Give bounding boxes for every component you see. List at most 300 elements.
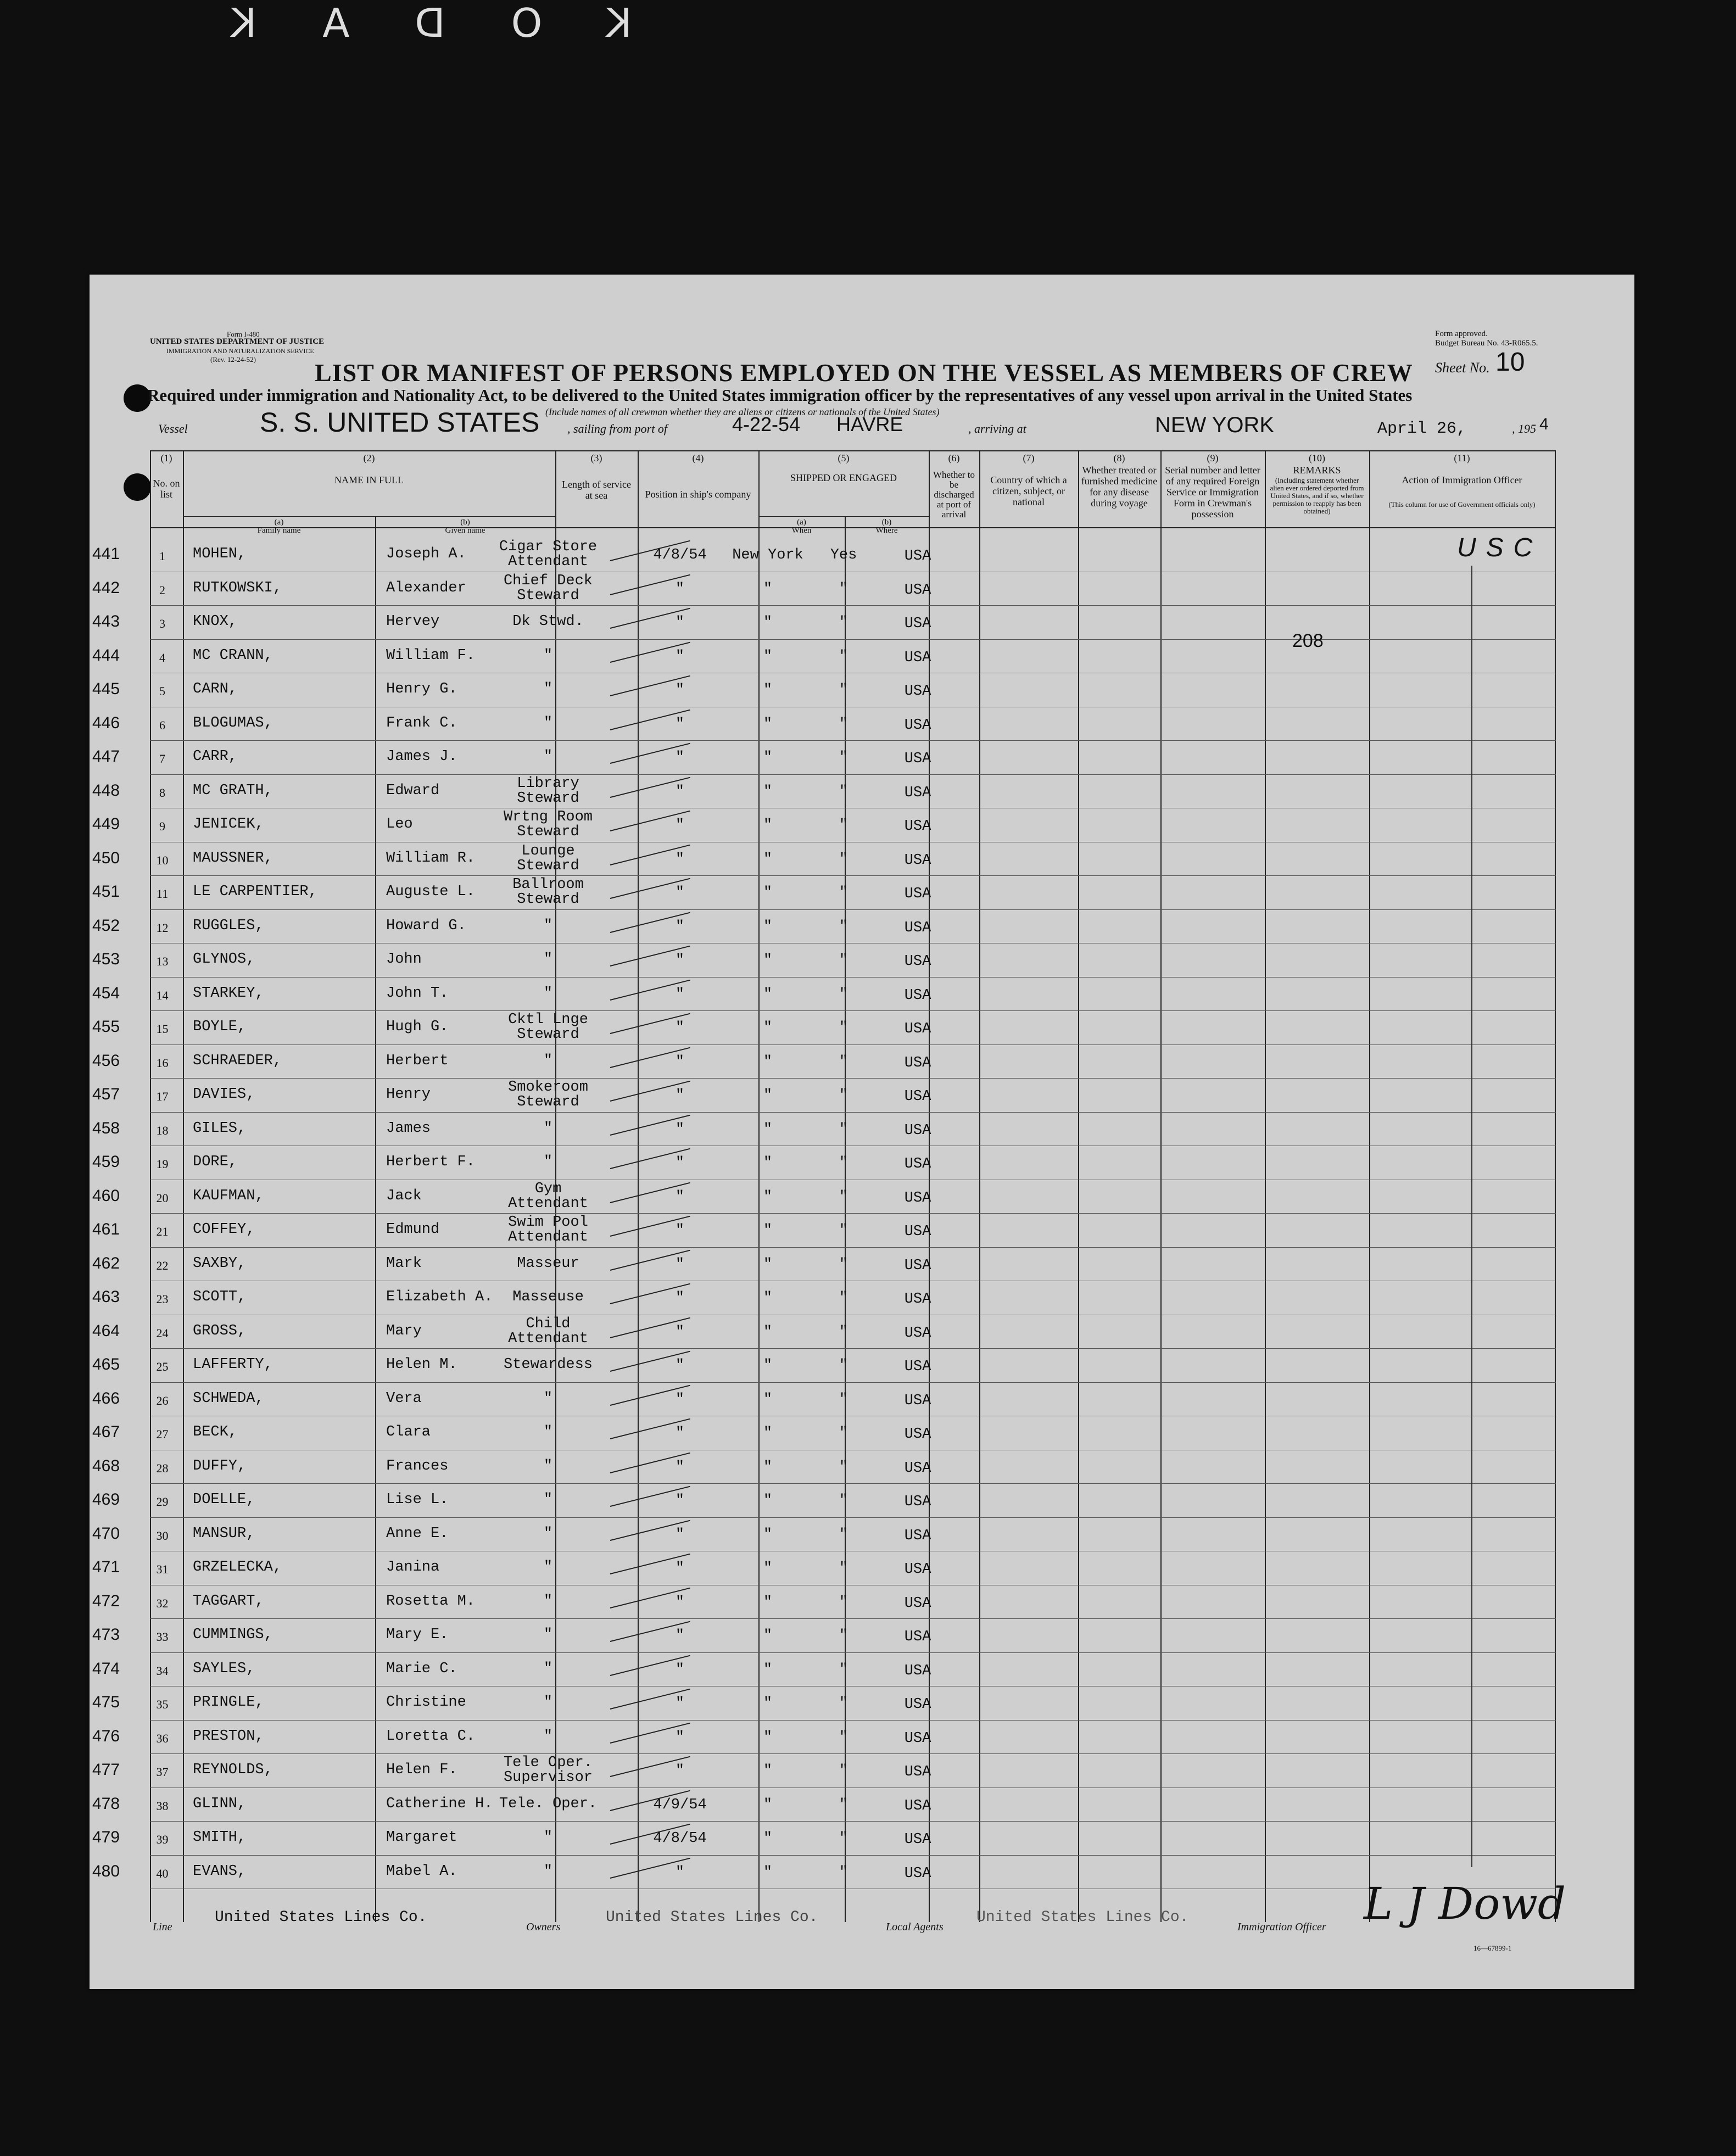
shipped-when: "	[675, 817, 685, 834]
shipped-when: "	[675, 1560, 685, 1577]
given-name: Lise L.	[386, 1492, 449, 1508]
shipped-where: "	[763, 1560, 773, 1577]
shipped-where: "	[763, 1188, 773, 1205]
country: USA	[904, 1730, 931, 1747]
country: USA	[904, 1696, 931, 1713]
shipped-where: "	[763, 1594, 773, 1611]
handwritten-number: 455	[92, 1018, 120, 1036]
shipped-where: "	[763, 648, 773, 665]
given-name: Clara	[386, 1424, 431, 1440]
position: Swim Pool Attendant	[508, 1214, 588, 1245]
position: "	[543, 714, 553, 731]
position: Stewardess	[503, 1356, 593, 1373]
given-name: Herbert F.	[386, 1154, 476, 1170]
shipped-where: "	[763, 1256, 773, 1273]
col-number: (1)	[160, 453, 172, 463]
given-name: James J.	[386, 749, 457, 765]
line-number: 35	[156, 1697, 169, 1711]
family-name: TAGGART,	[193, 1593, 264, 1610]
position: Tele. Oper.	[499, 1795, 598, 1812]
discharged: "	[839, 648, 849, 665]
col-number: (2)	[363, 453, 375, 463]
given-name: Jack	[386, 1187, 422, 1204]
col-head-action-note: (This column for use of Government officials only)	[1388, 500, 1536, 509]
country: USA	[904, 818, 931, 835]
handwritten-number: 445	[92, 680, 120, 698]
line-number: 5	[159, 684, 165, 698]
handwritten-number: 460	[92, 1186, 120, 1205]
manifest-sheet	[90, 275, 1634, 1989]
family-name: MOHEN,	[193, 546, 247, 562]
handwritten-number: 464	[92, 1321, 120, 1340]
given-name: Mark	[386, 1255, 422, 1272]
discharged: "	[839, 1121, 849, 1138]
family-name: RUGGLES,	[193, 917, 264, 934]
agents-label: Local Agents	[886, 1921, 944, 1933]
discharged: "	[839, 986, 849, 1003]
country: USA	[904, 1797, 931, 1814]
country: USA	[904, 852, 931, 869]
discharged: "	[839, 952, 849, 969]
country: USA	[904, 1088, 931, 1105]
position: "	[543, 1492, 553, 1508]
discharged: "	[839, 885, 849, 901]
shipped-where: "	[763, 1323, 773, 1340]
handwritten-number: 471	[92, 1558, 120, 1576]
shipped-when: "	[675, 750, 685, 766]
family-name: MAUSSNER,	[193, 850, 273, 867]
col-number: (5)	[838, 453, 850, 463]
handwritten-number: 473	[92, 1626, 120, 1644]
handwritten-number: 447	[92, 747, 120, 766]
line-value: United States Lines Co.	[215, 1909, 427, 1926]
handwritten-number: 450	[92, 848, 120, 867]
position: "	[543, 749, 553, 765]
family-name: KAUFMAN,	[193, 1187, 264, 1204]
line-number: 36	[156, 1731, 169, 1745]
shipped-where: New York	[732, 547, 803, 563]
col-head-family: (a) Family name	[257, 518, 301, 535]
country: USA	[904, 1629, 931, 1645]
shipped-when: "	[675, 580, 685, 597]
handwritten-number: 452	[92, 916, 120, 935]
discharged: "	[839, 1493, 849, 1509]
discharged: "	[839, 1290, 849, 1306]
country: USA	[904, 919, 931, 936]
handwritten-number: 463	[92, 1288, 120, 1306]
shipped-when: "	[675, 851, 685, 868]
col-head-name: NAME IN FULL	[334, 474, 404, 485]
form-approval: Form approved.	[1435, 329, 1488, 338]
shipped-when: "	[675, 952, 685, 969]
handwritten-number: 465	[92, 1355, 120, 1373]
country: USA	[904, 649, 931, 666]
table-row	[92, 1349, 1556, 1383]
shipped-where: "	[763, 1695, 773, 1712]
given-name: Mabel A.	[386, 1863, 457, 1880]
line-number: 38	[156, 1798, 169, 1813]
line-number: 17	[156, 1090, 169, 1103]
line-number: 22	[156, 1258, 169, 1272]
line-number: 14	[156, 988, 169, 1002]
line-number: 15	[156, 1022, 169, 1036]
crew-table	[92, 450, 1556, 1922]
table-row	[92, 741, 1556, 775]
col-number: (6)	[948, 453, 960, 463]
position: "	[543, 951, 553, 968]
discharged: "	[839, 1425, 849, 1442]
family-name: SAYLES,	[193, 1660, 255, 1677]
country: USA	[904, 886, 931, 902]
line-number: 19	[156, 1157, 169, 1171]
discharged: "	[839, 1594, 849, 1611]
shipped-where: "	[763, 952, 773, 969]
position: Ballroom Steward	[512, 876, 584, 908]
name-subheader-rule	[183, 516, 555, 517]
discharged: "	[839, 682, 849, 699]
position: Lounge Steward	[517, 842, 579, 874]
shipped-when: "	[675, 1053, 685, 1070]
family-name: GRZELECKA,	[193, 1559, 282, 1576]
country: USA	[904, 784, 931, 801]
line-number: 12	[156, 920, 169, 935]
discharged: "	[839, 1729, 849, 1746]
form-instruction: (Include names of all crewman whether they are aliens or citizens or nationals of the United States)	[545, 406, 940, 417]
shipped-when: "	[675, 1222, 685, 1239]
country: USA	[904, 1156, 931, 1172]
shipped-where: "	[763, 918, 773, 935]
given-name: Herbert	[386, 1052, 449, 1069]
country: USA	[904, 953, 931, 970]
discharged: Yes	[830, 547, 857, 563]
year-label: , 195	[1512, 422, 1536, 435]
given-name: Mary	[386, 1322, 422, 1339]
discharged: "	[839, 918, 849, 935]
shipped-when: "	[675, 1425, 685, 1442]
given-name: Henry	[386, 1086, 431, 1103]
given-name: Leo	[386, 816, 413, 833]
handwritten-number: 478	[92, 1794, 120, 1813]
discharged: "	[839, 716, 849, 733]
col-head-position: Position in ship's company	[645, 489, 751, 500]
service: IMMIGRATION AND NATURALIZATION SERVICE	[166, 347, 314, 355]
col-head-remarks-note: (Including statement whether alien ever ordered deported from United States, and if so, whether permission to reapply has been obtained)	[1270, 476, 1364, 515]
discharged: "	[839, 1188, 849, 1205]
col-head-when: (a) When	[791, 518, 812, 535]
line-number: 31	[156, 1562, 169, 1576]
handwritten-number: 468	[92, 1456, 120, 1475]
given-name: Helen F.	[386, 1762, 457, 1778]
country: USA	[904, 1460, 931, 1477]
position: "	[543, 1525, 553, 1542]
family-name: LE CARPENTIER,	[193, 884, 317, 900]
shipped-when: "	[675, 1864, 685, 1881]
shipped-where: "	[763, 750, 773, 766]
handwritten-number: 472	[92, 1591, 120, 1610]
shipped-when: "	[675, 1493, 685, 1509]
table-row	[92, 1180, 1556, 1214]
family-name: BECK,	[193, 1424, 238, 1440]
country: USA	[904, 987, 931, 1004]
shipped-where: "	[763, 1729, 773, 1746]
country: USA	[904, 548, 931, 565]
country: USA	[904, 1257, 931, 1274]
shipped-where: "	[763, 1526, 773, 1543]
shipped-where: "	[763, 682, 773, 699]
shipped-where: "	[763, 580, 773, 597]
shipped-when: 4/8/54	[653, 547, 707, 563]
discharged: "	[839, 1391, 849, 1408]
shipped-when: "	[675, 1695, 685, 1712]
shipped-when: "	[675, 1763, 685, 1779]
shipped-where: "	[763, 1222, 773, 1239]
family-name: LAFFERTY,	[193, 1356, 273, 1373]
action-annotation: USC	[1457, 533, 1543, 562]
handwritten-number: 448	[92, 781, 120, 800]
line-number: 28	[156, 1461, 169, 1475]
officer-label: Immigration Officer	[1237, 1921, 1326, 1933]
given-name: Edmund	[386, 1221, 440, 1238]
line-number: 8	[159, 785, 165, 800]
family-name: BLOGUMAS,	[193, 714, 273, 731]
sheet-number: 10	[1495, 348, 1525, 377]
handwritten-number: 462	[92, 1254, 120, 1272]
position: "	[543, 1863, 553, 1880]
handwritten-number: 476	[92, 1727, 120, 1745]
col-number: (10)	[1309, 453, 1325, 463]
table-top-rule	[150, 450, 1556, 451]
table-row	[92, 1484, 1556, 1518]
punch-hole	[124, 473, 151, 501]
shipped-where: "	[763, 783, 773, 800]
given-name: Loretta C.	[386, 1728, 476, 1745]
given-name: John T.	[386, 985, 449, 1002]
position: "	[543, 1728, 553, 1745]
position: Masseur	[517, 1255, 579, 1272]
line-number: 1	[159, 549, 165, 563]
handwritten-number: 457	[92, 1085, 120, 1103]
table-row	[92, 640, 1556, 674]
line-number: 26	[156, 1393, 169, 1407]
shipped-when: "	[675, 1594, 685, 1611]
table-row	[92, 1450, 1556, 1484]
table-row	[92, 910, 1556, 944]
given-name: Auguste L.	[386, 884, 476, 900]
table-row	[92, 1281, 1556, 1315]
discharged: "	[839, 1628, 849, 1644]
sailing-label: , sailing from port of	[567, 422, 667, 435]
family-name: CUMMINGS,	[193, 1627, 273, 1643]
discharged: "	[839, 1526, 849, 1543]
handwritten-number: 461	[92, 1220, 120, 1238]
country: USA	[904, 751, 931, 767]
handwritten-number: 442	[92, 578, 120, 597]
position: "	[543, 647, 553, 664]
shipped-where: "	[763, 1628, 773, 1644]
line-number: 33	[156, 1630, 169, 1644]
table-row	[92, 808, 1556, 842]
family-name: JENICEK,	[193, 816, 264, 833]
shipped-when: "	[675, 1628, 685, 1644]
family-name: MANSUR,	[193, 1525, 255, 1542]
shipped-when: "	[675, 1358, 685, 1374]
arriving-label: , arriving at	[968, 422, 1026, 435]
arrival-date: April 26,	[1377, 420, 1467, 438]
table-row	[92, 1146, 1556, 1180]
discharged: "	[839, 1222, 849, 1239]
family-name: MC CRANN,	[193, 647, 273, 664]
shipped-when: "	[675, 1256, 685, 1273]
handwritten-number: 446	[92, 713, 120, 732]
shipped-where: "	[763, 1290, 773, 1306]
position: Child Attendant	[508, 1315, 588, 1347]
line-number: 37	[156, 1765, 169, 1779]
line-number: 6	[159, 718, 165, 732]
country: USA	[904, 1021, 931, 1037]
table-row	[92, 1585, 1556, 1619]
table-row	[92, 673, 1556, 707]
handwritten-number: 467	[92, 1423, 120, 1441]
shipped-where: "	[763, 1763, 773, 1779]
shipped-where: "	[763, 1493, 773, 1509]
line-number: 40	[156, 1866, 169, 1880]
family-name: REYNOLDS,	[193, 1762, 273, 1778]
position: "	[543, 1120, 553, 1137]
given-name: Mary E.	[386, 1627, 449, 1643]
table-row	[92, 1686, 1556, 1721]
shipped-where: "	[763, 1053, 773, 1070]
shipped-when: "	[675, 1188, 685, 1205]
position: "	[543, 1390, 553, 1407]
table-row	[92, 1416, 1556, 1450]
country: USA	[904, 1291, 931, 1308]
line-number: 3	[159, 617, 165, 630]
table-row	[92, 1045, 1556, 1079]
line-number: 25	[156, 1360, 169, 1373]
col-head-medicine: Whether treated or furnished medicine for any disease during voyage	[1081, 465, 1158, 509]
given-name: Alexander	[386, 579, 466, 596]
officer-signature: L J Dowd	[1364, 1878, 1566, 1929]
table-row	[92, 842, 1556, 876]
position: Cktl Lnge Steward	[508, 1012, 588, 1043]
country: USA	[904, 1122, 931, 1139]
table-row	[92, 1315, 1556, 1349]
family-name: PRINGLE,	[193, 1694, 264, 1711]
family-name: BOYLE,	[193, 1019, 247, 1035]
handwritten-number: 466	[92, 1389, 120, 1407]
country: USA	[904, 1392, 931, 1409]
col-number: (3)	[590, 453, 602, 463]
family-name: GLYNOS,	[193, 951, 255, 968]
given-name: Marie C.	[386, 1660, 457, 1677]
country: USA	[904, 1359, 931, 1375]
table-row	[92, 572, 1556, 606]
shipped-subheader-rule	[758, 516, 929, 517]
country: USA	[904, 1325, 931, 1342]
discharged: "	[839, 1323, 849, 1340]
table-row	[92, 1383, 1556, 1417]
line-number: 10	[156, 853, 169, 867]
col-head-given: (b) Given name	[445, 518, 485, 535]
shipped-where: "	[763, 1864, 773, 1881]
shipped-when: "	[675, 1526, 685, 1543]
discharged: "	[839, 750, 849, 766]
family-name: EVANS,	[193, 1863, 247, 1880]
shipped-when: "	[675, 1087, 685, 1104]
discharged: "	[839, 1358, 849, 1374]
given-name: Margaret	[386, 1829, 457, 1846]
handwritten-number: 456	[92, 1051, 120, 1070]
table-row	[92, 1214, 1556, 1248]
discharged: "	[839, 1796, 849, 1813]
given-name: James	[386, 1120, 431, 1137]
shipped-when: "	[675, 1020, 685, 1036]
table-row	[92, 1856, 1556, 1890]
country: USA	[904, 1224, 931, 1240]
shipped-where: "	[763, 817, 773, 834]
agents-value: United States Lines Co.	[976, 1909, 1189, 1926]
shipped-where: "	[763, 851, 773, 868]
handwritten-number: 458	[92, 1119, 120, 1137]
table-row	[92, 943, 1556, 978]
shipped-where: "	[763, 1796, 773, 1813]
shipped-where: "	[763, 986, 773, 1003]
line-number: 4	[159, 650, 165, 664]
family-name: CARR,	[193, 749, 238, 765]
table-row	[92, 1788, 1556, 1822]
shipped-when: "	[675, 1661, 685, 1678]
table-row	[92, 775, 1556, 809]
discharged: "	[839, 1087, 849, 1104]
country: USA	[904, 1831, 931, 1848]
line-number: 32	[156, 1596, 169, 1610]
family-name: SCHRAEDER,	[193, 1052, 282, 1069]
col-head-action: Action of Immigration Officer	[1402, 474, 1522, 485]
country: USA	[904, 1595, 931, 1612]
handwritten-number: 441	[92, 545, 120, 563]
line-number: 24	[156, 1326, 169, 1340]
shipped-when: "	[675, 986, 685, 1003]
given-name: Anne E.	[386, 1525, 449, 1542]
position: Chief Deck Steward	[503, 572, 593, 604]
shipped-where: "	[763, 1121, 773, 1138]
discharged: "	[839, 1053, 849, 1070]
position: "	[543, 1593, 553, 1610]
handwritten-number: 475	[92, 1693, 120, 1711]
family-name: SCHWEDA,	[193, 1390, 264, 1407]
department: UNITED STATES DEPARTMENT OF JUSTICE	[150, 337, 325, 346]
line-number: 39	[156, 1833, 169, 1846]
revision: (Rev. 12-24-52)	[210, 355, 256, 364]
family-name: SMITH,	[193, 1829, 247, 1846]
discharged: "	[839, 851, 849, 868]
line-number: 16	[156, 1055, 169, 1070]
discharged: "	[839, 1560, 849, 1577]
shipped-when: "	[675, 1729, 685, 1746]
family-name: MC GRATH,	[193, 782, 273, 799]
budget-number: Budget Bureau No. 43-R065.5.	[1435, 339, 1538, 348]
discharged: "	[839, 817, 849, 834]
position: "	[543, 985, 553, 1002]
shipped-when: 4/8/54	[653, 1830, 707, 1847]
shipped-when: "	[675, 885, 685, 901]
line-number: 23	[156, 1292, 169, 1306]
line-number: 30	[156, 1528, 169, 1543]
given-name: Helen M.	[386, 1356, 457, 1373]
table-row	[92, 1653, 1556, 1687]
given-name: Vera	[386, 1390, 422, 1407]
discharged: "	[839, 1459, 849, 1476]
